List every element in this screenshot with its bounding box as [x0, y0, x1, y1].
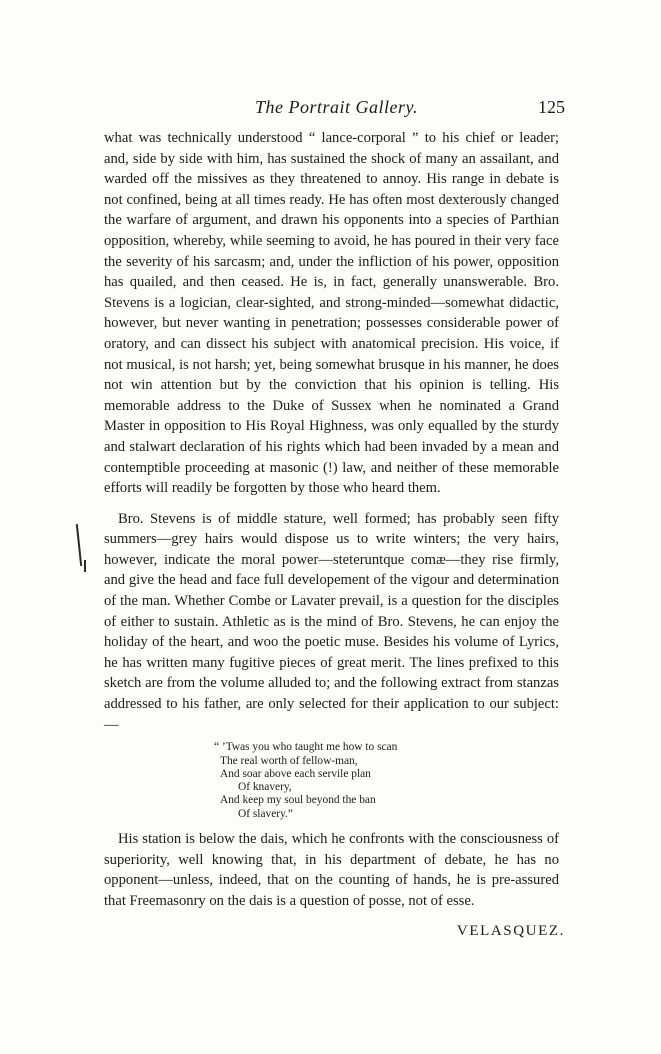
paragraph-1: what was technically understood “ lance-corporal ” to his chief or leader; and, side by side with him, has sustained the shock of many an assailant, and warded off the missives as they threatened to annoy. His range in debate is not confined, being at all times ready. He has often most dexterously changed the warfare of argument, and drawn his opponents into a species of Parthian opposition, whereby, while seeming to avoid, he has poured in their very face the severity of his sarcasm; and, under the infliction of his power, opposition has quailed, and then ceased. He is, in fact, generally unanswerable. Bro. Stevens is a logician, clear-sighted, and strong-minded—somewhat didactic, however, but never wanting in penetration; possesses considerable power of oratory, and can dissect his subject with anatomical precision. His voice, if not musical, is not harsh; yet, being somewhat brusque in his manner, he does not win attention but by the conviction that his opinion is telling. His memorable address to the Duke of Sussex when he nominated a Grand Master in opposition to His Royal Highness, was only equalled by the sturdy and stalwart declaration of his rights which had been invaded by a mean and contemptible proceeding at masonic (!) law, and neither of these memorable efforts will readily be forgotten by those who heard them. — [104, 130, 559, 497]
margin-pencil-mark — [76, 524, 82, 566]
body-text — [104, 128, 559, 911]
verse-line: Of knavery, — [238, 781, 292, 794]
verse-line: The real worth of fellow-man, — [220, 754, 358, 767]
verse-line: Of slavery.” — [238, 807, 293, 820]
paragraph-gap — [104, 499, 559, 509]
page-header — [105, 97, 565, 121]
verse-line: “ ’Twas you who taught me how to scan — [214, 741, 398, 754]
running-title: The Portrait Gallery. — [255, 97, 418, 117]
paragraph-3: His station is below the dais, which he confronts with the consciousness of superiority, well knowing that, in his department of debate, he has no opponent—unless, indeed, that on the counting of hands, he is pre-assured that Freemasonry on the dais is a question of posse, not of esse. — [104, 831, 559, 909]
verse-line: And soar above each servile plan — [220, 767, 371, 780]
page-number: 125 — [538, 97, 565, 117]
author-signature: VELASQUEZ. — [456, 923, 565, 939]
verse-quotation — [214, 741, 559, 821]
paragraph-2: Bro. Stevens is of middle stature, well formed; has probably seen fifty summers—grey hairs would dispose us to write winters; the very hairs, however, indicate the moral power—steteruntque comæ—they rise firmly, and give the head and face full developement of the vigour and determination of the man. Whether Combe or Lavater prevail, is a question for the disciples of either to sustain. Athletic as is the mind of Bro. Stevens, he can enjoy the holiday of the heart, and woo the poetic muse. Besides his volume of Lyrics, he has written many fugitive pieces of great merit. The lines prefixed to this sketch are from the volume alluded to; and the following extract from stanzas addressed to his father, are only selected for their application to our subject:— — [104, 510, 559, 733]
margin-pencil-tick — [84, 560, 86, 572]
verse-line: And keep my soul beyond the ban — [220, 794, 376, 807]
